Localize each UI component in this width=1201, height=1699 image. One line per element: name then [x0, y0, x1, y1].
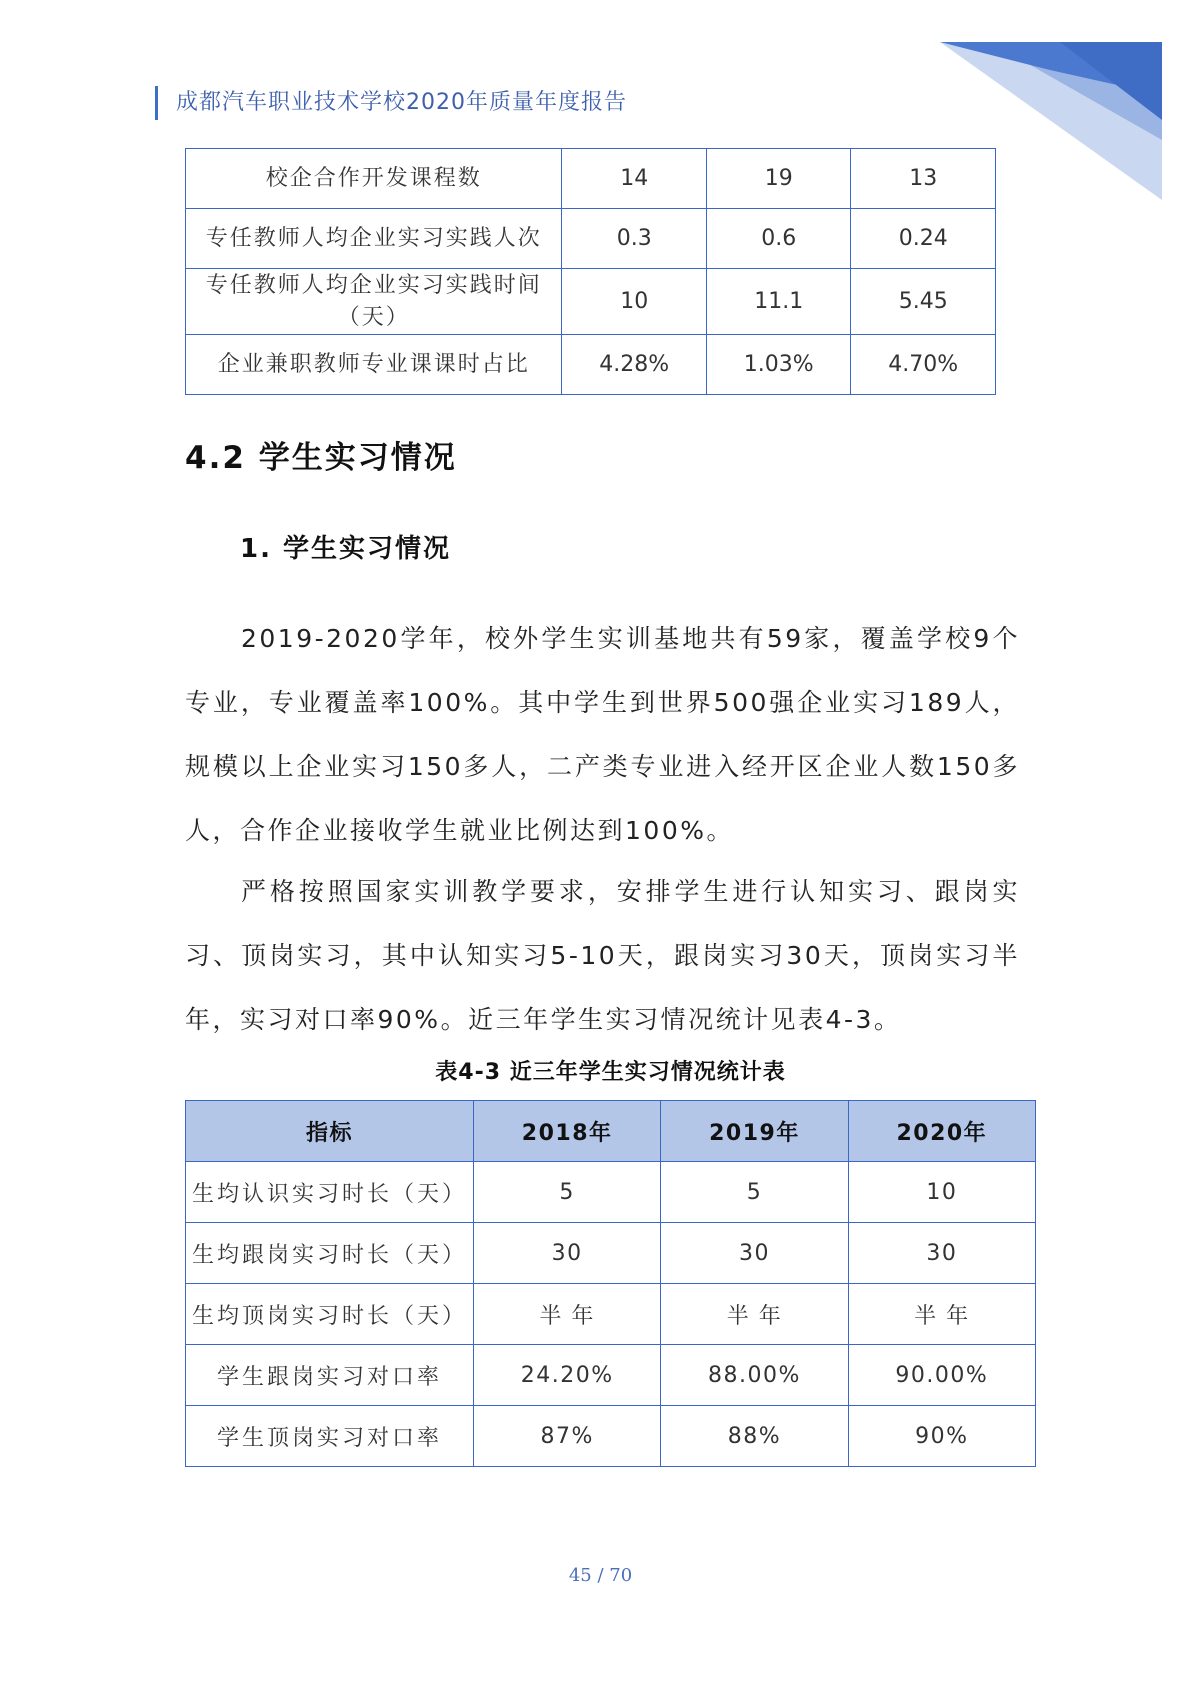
cell: 30 — [474, 1223, 661, 1284]
page-number: 45 / 70 — [568, 1565, 633, 1586]
row-label: 生均认识实习时长（天） — [186, 1162, 474, 1223]
paragraph: 严格按照国家实训教学要求，安排学生进行认知实习、跟岗实习、顶岗实习，其中认知实习5-10天，跟岗实习30天，顶岗实习半年，实习对口率90%。近三年学生实习情况统计见表4-3。 — [185, 877, 1020, 1034]
subsection-heading: 1. 学生实习情况 — [240, 534, 452, 564]
cell: 87% — [474, 1406, 661, 1467]
row-label: 生均顶岗实习时长（天） — [186, 1284, 474, 1345]
cell: 0.3 — [562, 209, 707, 269]
cell: 90% — [848, 1406, 1035, 1467]
cell: 30 — [848, 1223, 1035, 1284]
cell: 0.6 — [706, 209, 851, 269]
teacher-stats-table — [185, 148, 996, 395]
cell: 4.70% — [851, 335, 996, 395]
cell: 5 — [661, 1162, 848, 1223]
table-row — [186, 1345, 1036, 1406]
row-label: 企业兼职教师专业课课时占比 — [186, 335, 562, 395]
cell: 4.28% — [562, 335, 707, 395]
table-row — [186, 1162, 1036, 1223]
row-label: 专任教师人均企业实习实践时间（天） — [186, 269, 562, 335]
column-header: 2019年 — [661, 1101, 848, 1162]
report-header-title: 成都汽车职业技术学校2020年质量年度报告 — [155, 86, 627, 120]
cell: 90.00% — [848, 1345, 1035, 1406]
cell: 5 — [474, 1162, 661, 1223]
table-row — [186, 269, 996, 335]
cell: 半 年 — [474, 1284, 661, 1345]
cell: 0.24 — [851, 209, 996, 269]
column-header: 2020年 — [848, 1101, 1035, 1162]
cell: 10 — [562, 269, 707, 335]
table-row — [186, 1406, 1036, 1467]
paragraph: 2019-2020学年，校外学生实训基地共有59家，覆盖学校9个专业，专业覆盖率100%。其中学生到世界500强企业实习189人，规模以上企业实习150多人，二产类专业进入经开区企业人数150多人，合作企业接收学生就业比例达到100%。 — [185, 624, 1020, 845]
table-row — [186, 1223, 1036, 1284]
cell: 14 — [562, 149, 707, 209]
row-label: 专任教师人均企业实习实践人次 — [186, 209, 562, 269]
column-header: 指标 — [186, 1101, 474, 1162]
table-row — [186, 209, 996, 269]
table-row — [186, 335, 996, 395]
cell: 88% — [661, 1406, 848, 1467]
internship-stats-table — [185, 1100, 1036, 1467]
cell: 88.00% — [661, 1345, 848, 1406]
row-label: 学生顶岗实习对口率 — [186, 1406, 474, 1467]
row-label: 校企合作开发课程数 — [186, 149, 562, 209]
cell: 半 年 — [848, 1284, 1035, 1345]
table-caption: 表4-3 近三年学生实习情况统计表 — [435, 1060, 786, 1085]
cell: 5.45 — [851, 269, 996, 335]
cell: 13 — [851, 149, 996, 209]
section-heading: 4.2 学生实习情况 — [185, 440, 457, 476]
table-row — [186, 1284, 1036, 1345]
cell: 19 — [706, 149, 851, 209]
row-label: 生均跟岗实习时长（天） — [186, 1223, 474, 1284]
cell: 1.03% — [706, 335, 851, 395]
cell: 11.1 — [706, 269, 851, 335]
cell: 30 — [661, 1223, 848, 1284]
cell: 24.20% — [474, 1345, 661, 1406]
cell: 10 — [848, 1162, 1035, 1223]
cell: 半 年 — [661, 1284, 848, 1345]
row-label: 学生跟岗实习对口率 — [186, 1345, 474, 1406]
column-header: 2018年 — [474, 1101, 661, 1162]
table-row — [186, 149, 996, 209]
table-header-row — [186, 1101, 1036, 1162]
